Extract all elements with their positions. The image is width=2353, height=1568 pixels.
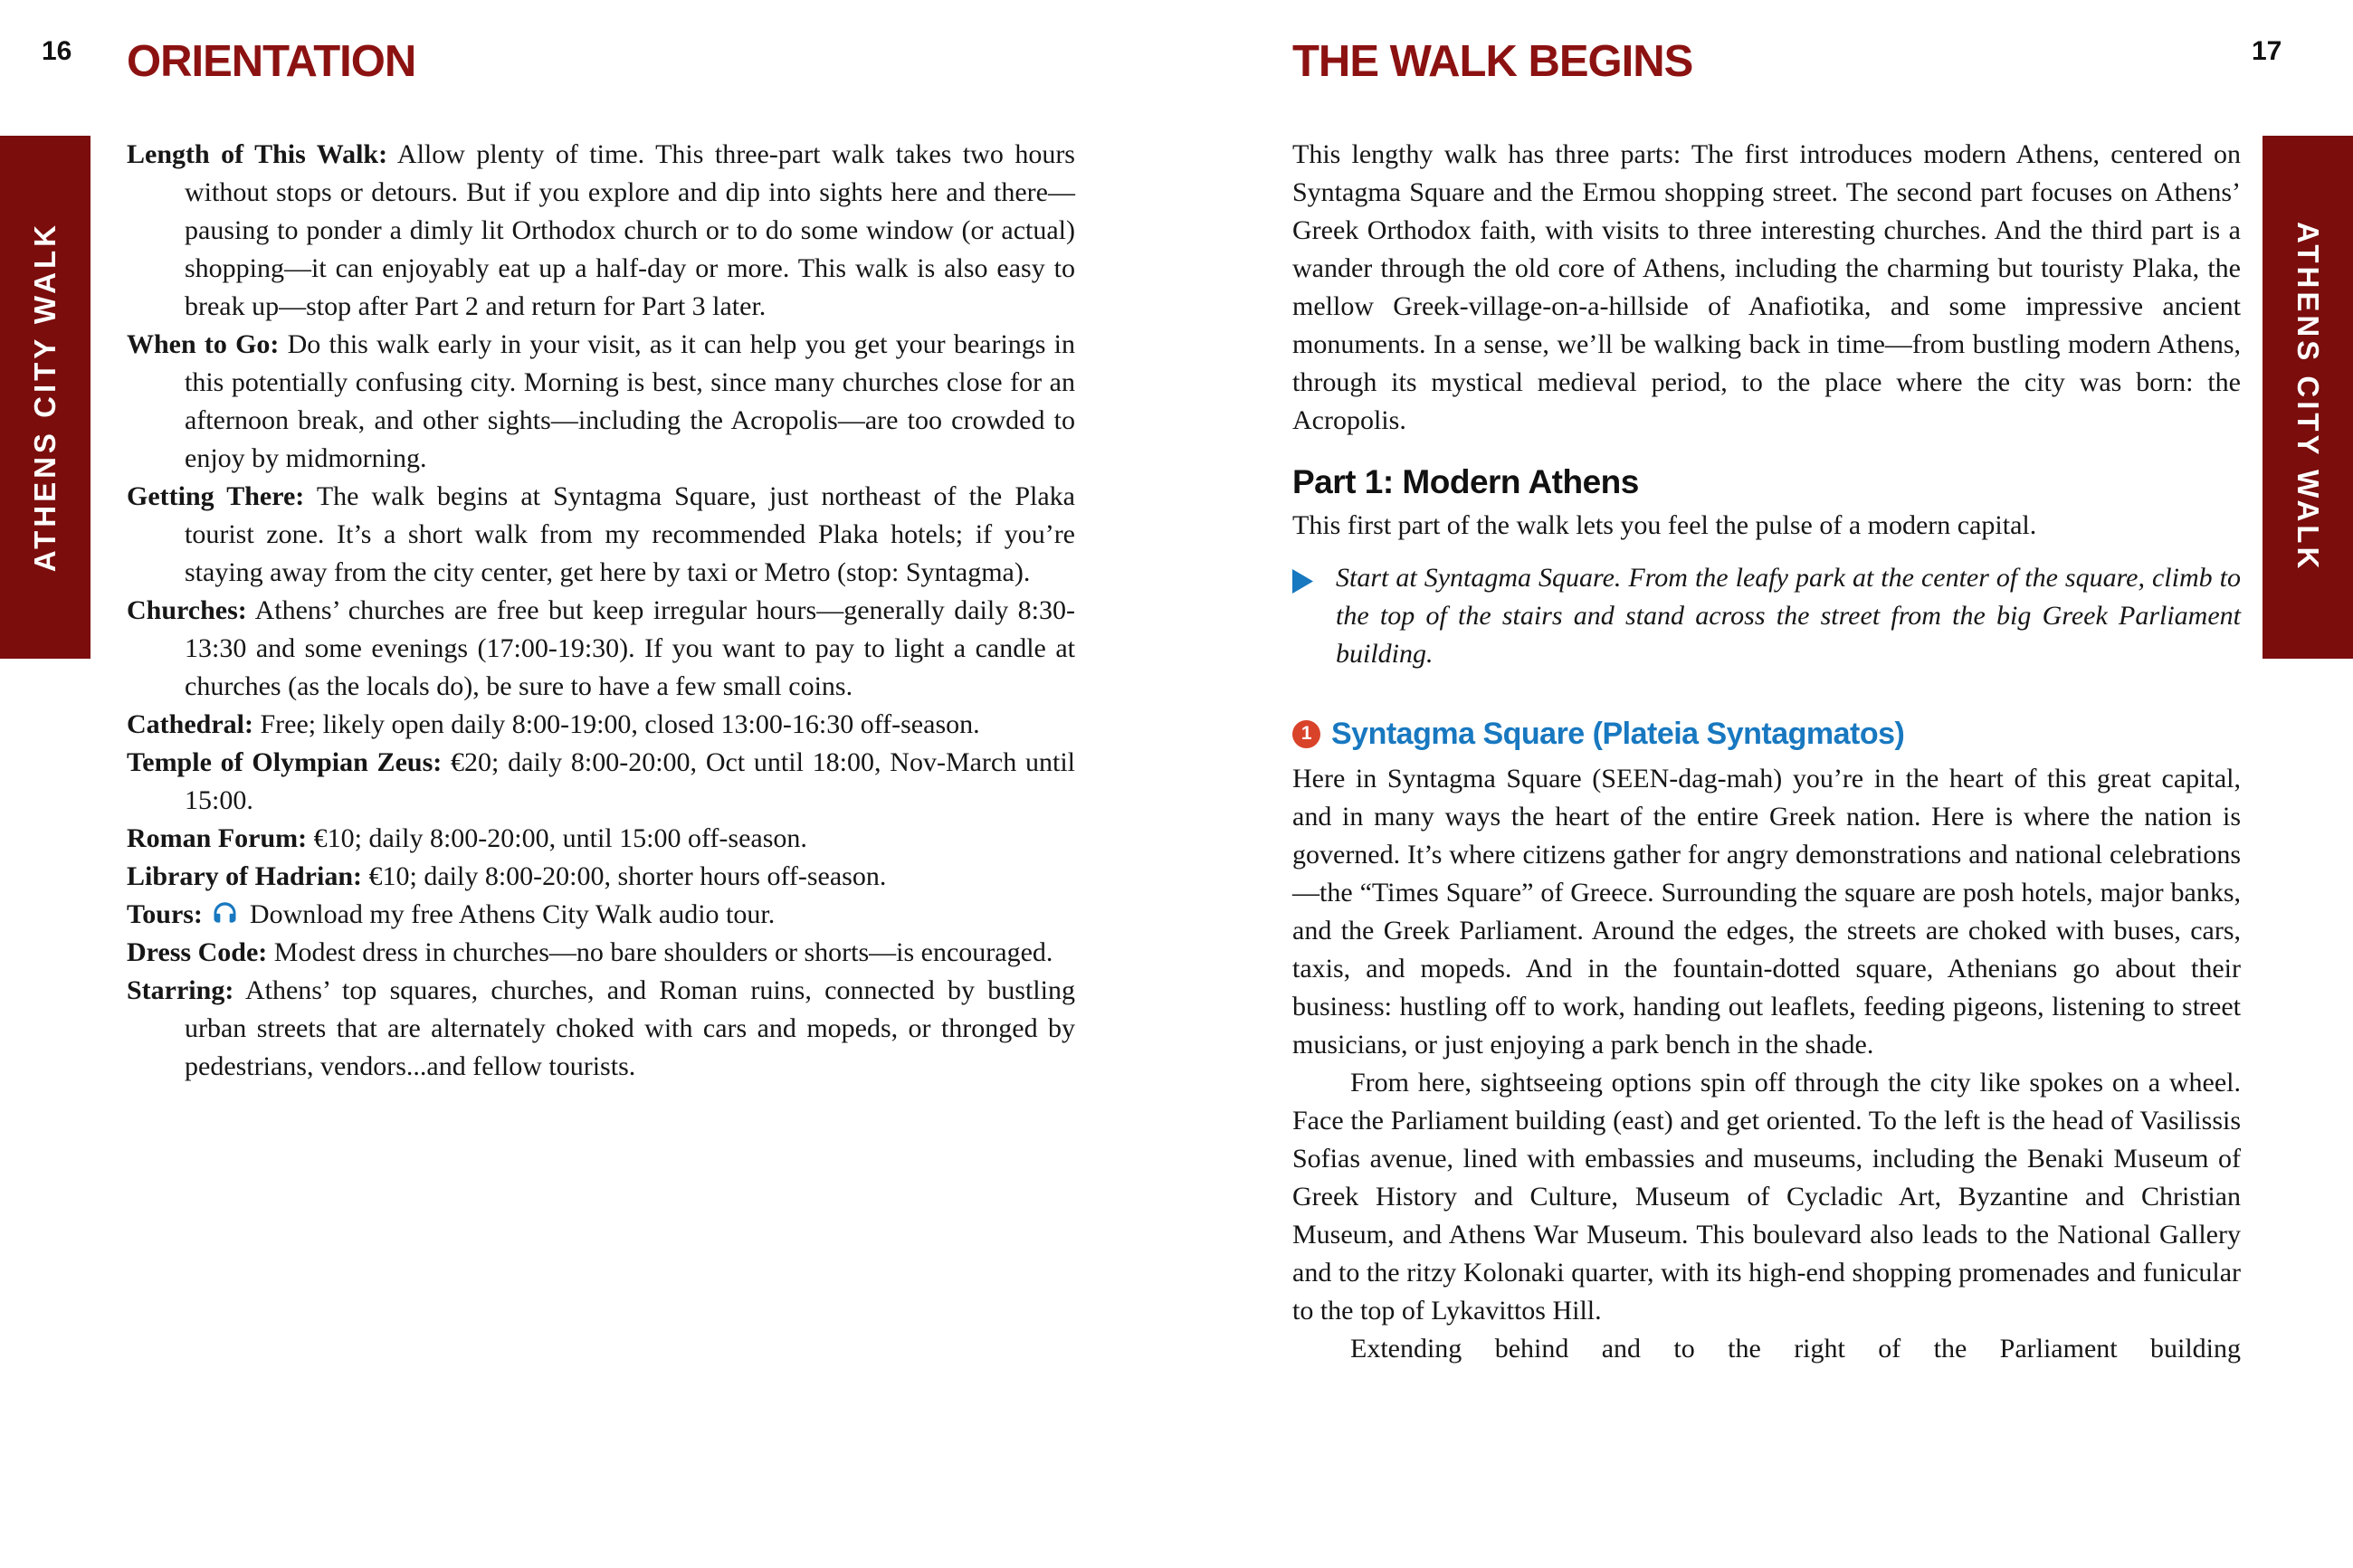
headphones-icon (211, 899, 239, 927)
part1-heading: Part 1: Modern Athens (1292, 463, 1639, 500)
entry-label: Cathedral: (127, 709, 253, 739)
part1-lead: This first part of the walk lets you feel the pulse of a modern capital. (1292, 510, 2037, 540)
entry-dress-code (127, 934, 1075, 972)
chapter-tab-right (2262, 136, 2353, 659)
entry-tours (127, 896, 1075, 934)
stop1-heading-text: Syntagma Square (Plateia Syntagmatos) (1331, 717, 1905, 751)
entry-label: Temple of Olympian Zeus: (127, 747, 443, 777)
entry-text: €10; daily 8:00-20:00, until 15:00 off-season. (313, 823, 807, 853)
entry-temple-olympian-zeus (127, 744, 1075, 820)
entry-label: Getting There: (127, 481, 305, 511)
entry-label: Roman Forum: (127, 823, 308, 853)
entry-label: Length of This Walk: (127, 139, 388, 169)
stop1-paragraph-2: From here, sightseeing options spin off through the city like spokes on a wheel. Face the Parliament building (east) and get oriented. To the left is the head of Vasilissis Sofias avenue, lined with embassies and museums, including the Benaki Museum of Greek History and Culture, Museum of Cycladic Art, Byzantine and Christian Museum, and Athens War Museum. This boulevard also leads to the National Gallery and to the ritzy Kolonaki quarter, with its high-end shopping promenades and funicular to the top of Lykavittos Hill. (1292, 1068, 2241, 1326)
entry-text: The walk begins at Syntagma Square, just northeast of the Plaka tourist zone. It’s a short walk from my recommended Plaka hotels; if you’re staying away from the city center, get here by taxi or Metro (stop: Syntagma). (185, 481, 1075, 587)
entry-getting-there (127, 478, 1075, 592)
entry-text: Do this walk early in your visit, as it can help you get your bearings in this potentially confusing city. Morning is best, since many churches close for an afternoon break, and other sights—including the Acropolis—are too crowded to enjoy by midmorning. (185, 329, 1075, 473)
entry-cathedral (127, 706, 1075, 744)
entry-label: Dress Code: (127, 937, 268, 967)
walk-begins-body (1292, 136, 2241, 1368)
entry-text: Athens’ churches are free but keep irregular hours—generally daily 8:30-13:30 and some evenings (17:00-19:30). If you want to pay to light a candle at churches (as the locals do), be sure to have a few small coins. (185, 595, 1075, 701)
entry-text: Allow plenty of time. This three-part walk takes two hours without stops or detours. But if you explore and dip into sights here and there—pausing to ponder a dimly lit Orthodox church or to do some window (or actual) shopping—it can enjoyably eat up a half-day or more. This walk is also easy to break up—stop after Part 2 and return for Part 3 later. (185, 139, 1075, 321)
entry-roman-forum (127, 820, 1075, 858)
walk-begins-title: THE WALK BEGINS (1292, 37, 1693, 86)
entry-label: Churches: (127, 595, 247, 625)
entry-text: €20; daily 8:00-20:00, Oct until 18:00, Nov-March until 15:00. (185, 747, 1076, 815)
entry-label: Library of Hadrian: (127, 861, 362, 891)
page-number-right: 17 (2252, 36, 2282, 66)
orientation-list (127, 136, 1075, 1086)
chapter-tab-label: ATHENS CITY WALK (28, 222, 62, 573)
entry-library-of-hadrian (127, 858, 1075, 896)
stop1-paragraph-1: Here in Syntagma Square (SEEN-dag-mah) you’re in the heart of this great capital, and in many ways the heart of the entire Greek nation. Here is where the nation is governed. It’s where citizens gather for angry demonstrations and national celebrations—the “Times Square” of Greece. Surrounding the square are posh hotels, major banks, and the Greek Parliament. Around the edges, the streets are choked with buses, cars, taxis, and mopeds. And in the fountain-dotted square, Athenians go about their business: hustling off to work, handing out leaflets, feeding pigeons, listening to street musicians, or just enjoying a park bench in the shade. (1292, 764, 2241, 1060)
orientation-title: ORIENTATION (127, 37, 416, 86)
triangle-right-icon (1292, 559, 1336, 673)
directions-text: Start at Syntagma Square. From the leafy park at the center of the square, climb to the top of the stairs and stand across the street from the big Greek Parliament building. (1336, 563, 2241, 669)
entry-when-to-go (127, 326, 1075, 478)
chapter-tab-label: ATHENS CITY WALK (2291, 222, 2325, 573)
entry-text: Download my free Athens City Walk audio tour. (249, 899, 776, 929)
page-number-left: 16 (42, 36, 72, 66)
entry-text: Modest dress in churches—no bare shoulders or shorts—is encouraged. (273, 937, 1053, 967)
entry-label: Starring: (127, 975, 234, 1005)
numbered-circle-icon: 1 (1292, 720, 1320, 748)
entry-text: €10; daily 8:00-20:00, shorter hours off-season. (368, 861, 887, 891)
entry-label: When to Go: (127, 329, 280, 359)
entry-text: Athens’ top squares, churches, and Roman ruins, connected by bustling urban streets that are alternately choked with cars and mopeds, or thronged by pedestrians, vendors...and fellow tourists. (185, 975, 1075, 1081)
stop1-heading (1292, 715, 2241, 753)
walking-directions (1292, 559, 2241, 673)
stop1-paragraph-3: Extending behind and to the right of the Parliament building (1350, 1334, 2241, 1364)
walk-intro-paragraph: This lengthy walk has three parts: The first introduces modern Athens, centered on Syntagma Square and the Ermou shopping street. The second part focuses on Athens’ Greek Orthodox faith, with visits to three interesting churches. And the third part is a wander through the old core of Athens, including the charming but touristy Plaka, the mellow Greek-village-on-a-hillside of Anafiotika, and some impressive ancient monuments. In a sense, we’ll be walking back in time—from bustling modern Athens, through its mystical medieval period, to the place where the city was born: the Acropolis. (1292, 139, 2241, 435)
entry-length-of-walk (127, 136, 1075, 326)
chapter-tab-left (0, 136, 90, 659)
entry-text: Free; likely open daily 8:00-19:00, closed 13:00-16:30 off-season. (260, 709, 980, 739)
entry-churches (127, 592, 1075, 706)
entry-starring (127, 972, 1075, 1086)
entry-label: Tours: (127, 899, 203, 929)
